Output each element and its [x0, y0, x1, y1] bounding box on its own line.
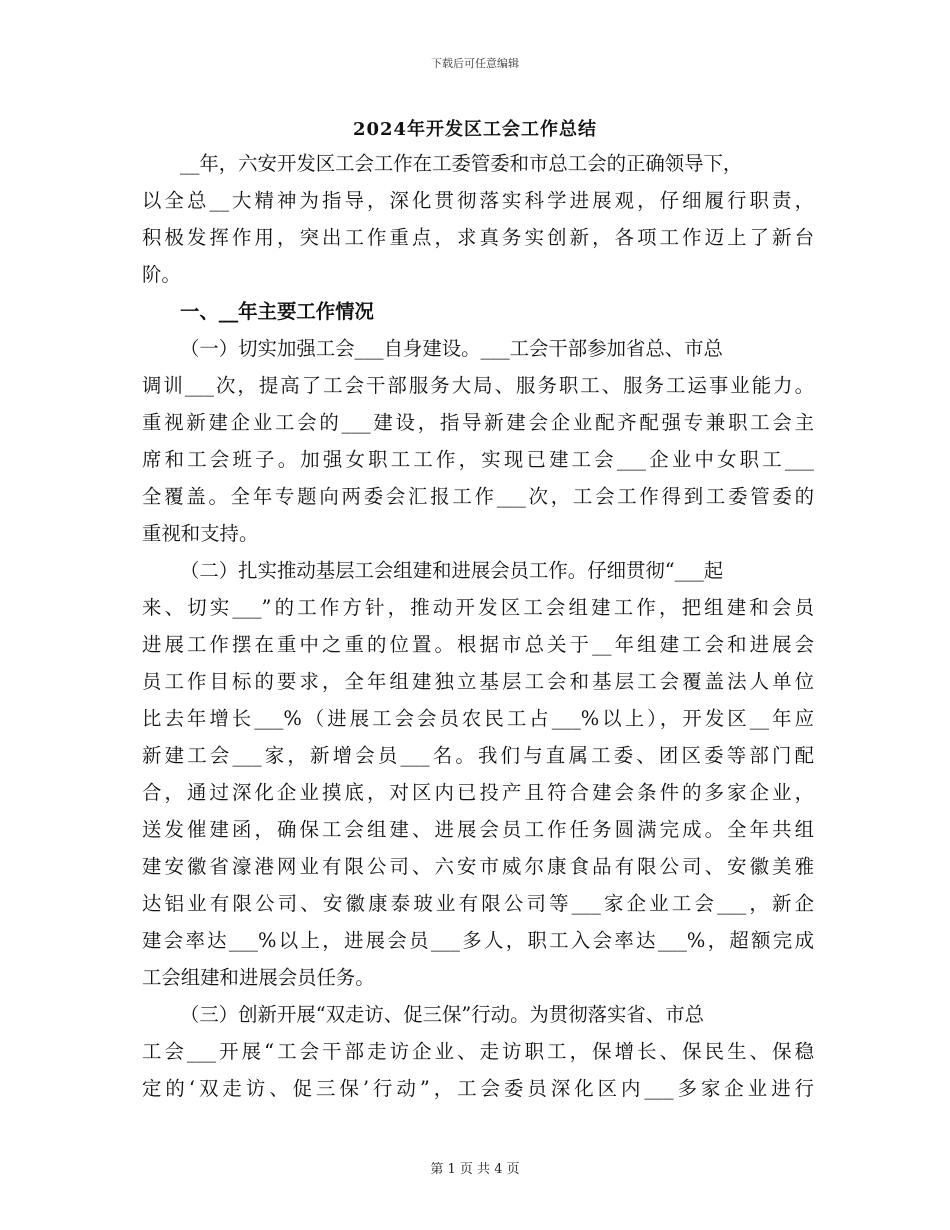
paragraph-line: 全覆盖。全年专题向两委会汇报工作___次，工会工作得到工委管委的 [142, 485, 814, 508]
paragraph-line: 积极发挥作用，突出工作重点，求真务实创新，各项工作迈上了新台 [142, 226, 814, 249]
paragraph-line: 工会___开展“工会干部走访企业、走访职工，保增长、保民生、保稳 [142, 1040, 814, 1063]
paragraph-line: 阶。 [142, 263, 181, 286]
paragraph-line: 达铝业有限公司、安徽康泰玻业有限公司等___家企业工会___，新企 [142, 892, 814, 915]
page-number: 第 1 页 共 4 页 [430, 1162, 520, 1177]
paragraph-line: 重视新建企业工会的___建设，指导新建会企业配齐配强专兼职工会主 [142, 411, 814, 434]
paragraph-line: 员工作目标的要求，全年组建独立基层工会和基层工会覆盖法人单位 [142, 670, 814, 693]
paragraph-line: __年，六安开发区工会工作在工委管委和市总工会的正确领导下， [180, 152, 743, 175]
paragraph-line: 比去年增长___%（进展工会会员农民工占___%以上），开发区__年应 [142, 707, 814, 730]
paragraph-line: 进展工作摆在重中之重的位置。根据市总关于__年组建工会和进展会 [142, 633, 814, 656]
paragraph-line: 来、切实___”的工作方针，推动开发区工会组建工作，把组建和会员 [142, 596, 814, 619]
paragraph-line: 送发催建函，确保工会组建、进展会员工作任务圆满完成。全年共组 [142, 818, 814, 841]
paragraph-line: 席和工会班子。加强女职工工作，实现已建工会___企业中女职工___ [142, 448, 814, 471]
paragraph-line: 工会组建和进展会员任务。 [142, 966, 375, 989]
paragraph-line: （三）创新开展“双走访、促三保”行动。为贯彻落实省、市总 [180, 1003, 704, 1026]
paragraph-line: （一）切实加强工会___自身建设。___工会干部参加省总、市总 [180, 337, 723, 360]
paragraph-line: （二）扎实推动基层工会组建和进展会员工作。仔细贯彻“___起 [180, 559, 724, 582]
paragraph-line: 建安徽省濠港网业有限公司、六安市威尔康食品有限公司、安徽美雅 [142, 855, 814, 878]
paragraph-line: 调训___次，提高了工会干部服务大局、服务职工、服务工运事业能力。 [142, 374, 814, 397]
document-body [142, 145, 814, 1107]
paragraph-line: 建会率达___%以上，进展会员___多人，职工入会率达___%，超额完成 [142, 929, 814, 952]
section-heading: 一、__年主要工作情况 [180, 300, 374, 323]
paragraph-line: 合，通过深化企业摸底，对区内已投产且符合建会条件的多家企业， [142, 781, 814, 804]
page-header-note: 下载后可任意编辑 [431, 57, 519, 70]
paragraph-line: 以全总__大精神为指导，深化贯彻落实科学进展观，仔细履行职责， [142, 189, 814, 212]
paragraph-line: 定的‘双走访、促三保’行动”，工会委员深化区内___多家企业进行 [142, 1077, 814, 1100]
paragraph-line: 重视和支持。 [142, 522, 259, 545]
document-title: 2024年开发区工会工作总结 [352, 119, 598, 140]
paragraph-line: 新建工会___家，新增会员___名。我们与直属工委、团区委等部门配 [142, 744, 814, 767]
